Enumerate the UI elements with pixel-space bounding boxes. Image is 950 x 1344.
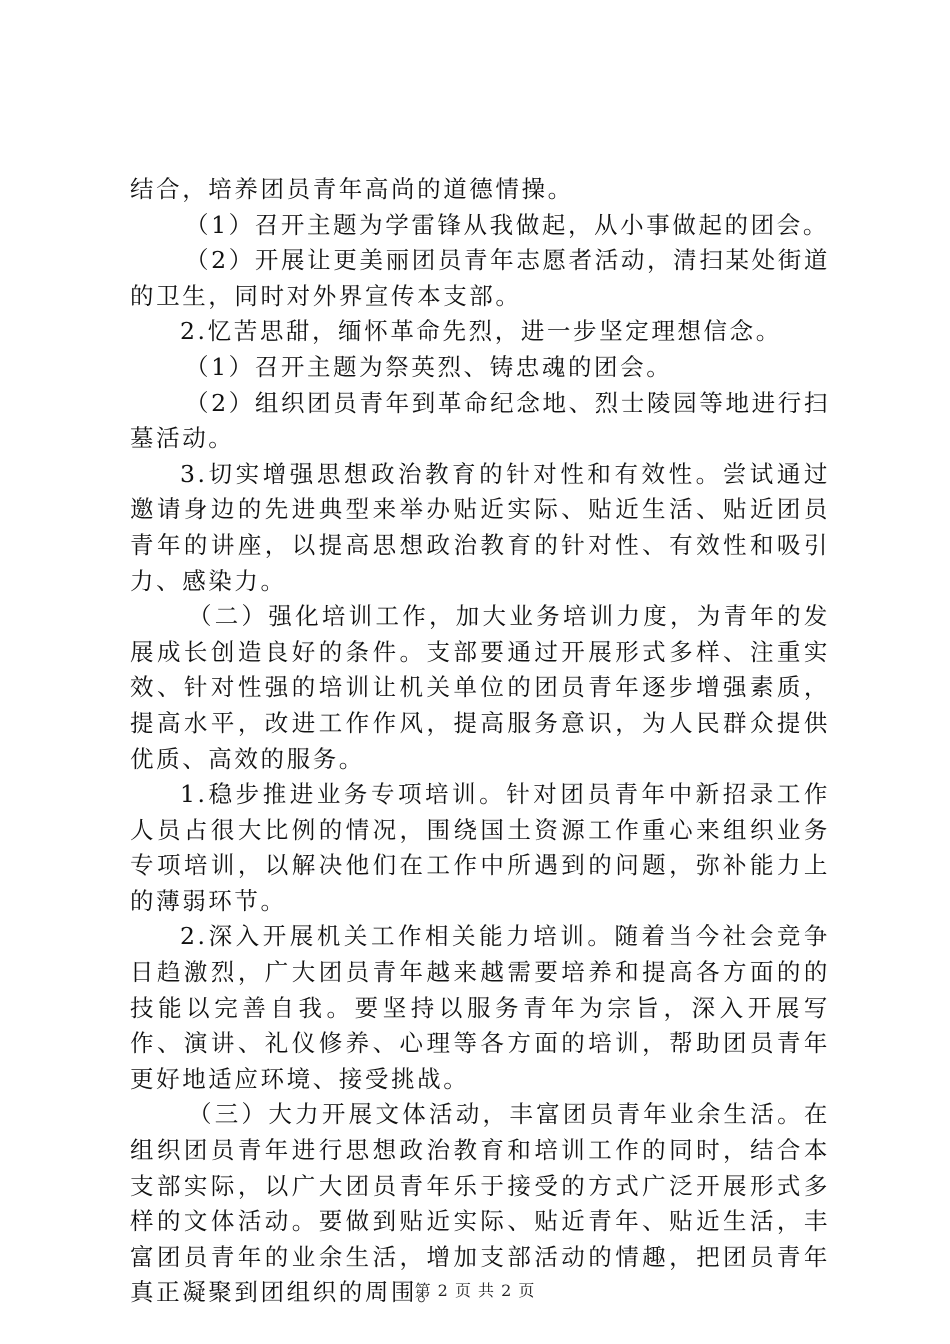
paragraph: （1）召开主题为祭英烈、铸忠魂的团会。 bbox=[185, 352, 673, 381]
paragraph: 3.切实增强思想政治教育的针对性和有效性。尝试通过邀请身边的先进典型来举办贴近实际、贴近生活、贴近团员青年的讲座，以提高思想政治教育的针对性、有效性和吸引力、感染力。 bbox=[130, 459, 830, 595]
paragraph: （2）组织团员青年到革命纪念地、烈士陵园等地进行扫墓活动。 bbox=[130, 388, 830, 453]
paragraph: （二）强化培训工作，加大业务培训力度，为青年的发展成长创造良好的条件。支部要通过开展形式多样、注重实效、针对性强的培训让机关单位的团员青年逐步增强素质，提高水平，改进工作作风，提高服务意识，为人民群众提供优质、高效的服务。 bbox=[130, 602, 830, 773]
paragraph: （1）召开主题为学雷锋从我做起，从小事做起的团会。 bbox=[185, 210, 829, 239]
paragraph: 2.忆苦思甜，缅怀革命先烈，进一步坚定理想信念。 bbox=[180, 317, 782, 346]
paragraph: （2）开展让更美丽团员青年志愿者活动，清扫某处街道的卫生，同时对外界宣传本支部。 bbox=[130, 246, 830, 310]
document-body bbox=[130, 172, 830, 1311]
paragraph: 结合，培养团员青年高尚的道德情操。 bbox=[130, 175, 574, 203]
page-footer: 第 2 页 共 2 页 bbox=[414, 1281, 536, 1300]
paragraph: 1.稳步推进业务专项培训。针对团员青年中新招录工作人员占很大比例的情况，围绕国土资源工作重心来组织业务专项培训，以解决他们在工作中所遇到的问题，弥补能力上的薄弱环节。 bbox=[130, 780, 830, 915]
paragraph: （三）大力开展文体活动，丰富团员青年业余生活。在组织团员青年进行思想政治教育和培训工作的同时，结合本支部实际，以广大团员青年乐于接受的方式广泛开展形式多样的文体活动。要做到贴近实际、贴近青年、贴近生活，丰富团员青年的业余生活，增加支部活动的情趣，把团员青年真正凝聚到团组织的周围。 bbox=[130, 1100, 830, 1307]
paragraph: 2.深入开展机关工作相关能力培训。随着当今社会竞争日趋激烈，广大团员青年越来越需要培养和提高各方面的的技能以完善自我。要坚持以服务青年为宗旨，深入开展写作、演讲、礼仪修养、心理等各方面的培训，帮助团员青年更好地适应环境、接受挑战。 bbox=[130, 922, 830, 1093]
